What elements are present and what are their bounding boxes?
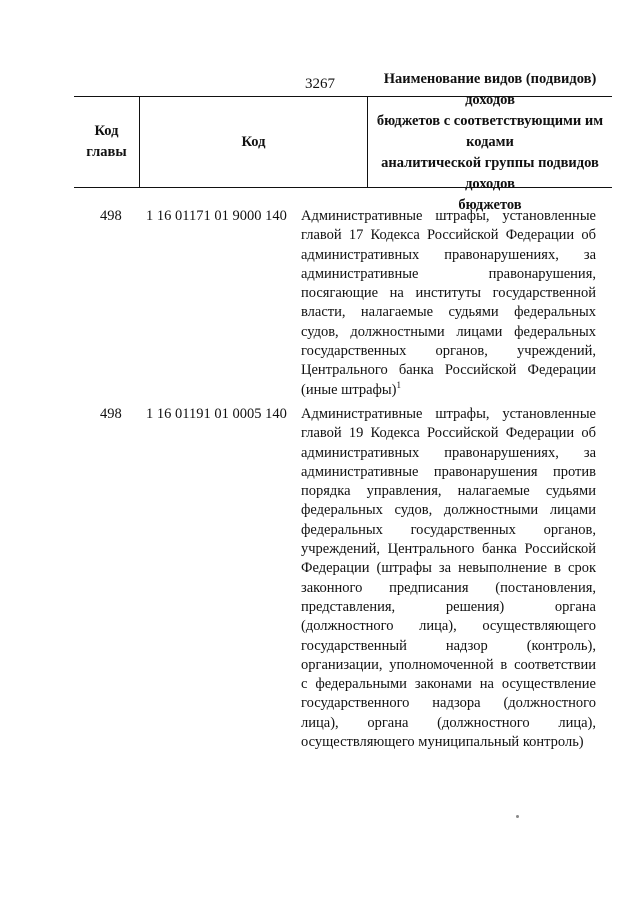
- description-line: государственных органов, учреждений,: [301, 343, 596, 360]
- header-chapter-code-line: главы: [86, 144, 127, 160]
- description-line: государственного надзора (должностного: [301, 695, 596, 712]
- description-line: административных правонарушениях, за: [301, 444, 596, 461]
- description-line: порядка управления, налагаемые судьями: [301, 483, 596, 500]
- description-line: Федерации (штрафы за невыполнение в срок: [301, 560, 596, 577]
- description-line: власти, налагаемые судьями федеральных: [301, 304, 596, 321]
- description-line: (должностного лица), осуществляющего: [301, 618, 596, 635]
- description-line: с федеральными законами на осуществление: [301, 676, 596, 693]
- description-line: осуществляющего муниципальный контроль): [301, 734, 584, 751]
- description-line: административных правонарушениях, за: [301, 246, 596, 263]
- scan-speck: [516, 815, 519, 818]
- footnote-marker: 1: [396, 379, 401, 390]
- description-line: судов, должностными лицами федеральных: [301, 323, 596, 340]
- description-line: главой 17 Кодекса Российской Федерации об: [301, 227, 596, 244]
- description-line-text: (иные штрафы): [301, 381, 397, 398]
- header-name: [368, 70, 612, 213]
- description-line: федеральных государственных органов,: [301, 521, 596, 538]
- description-line: посягающие на институты государственной: [301, 285, 596, 302]
- description-line: федеральных судов, должностными лицами: [301, 502, 596, 519]
- header-name-line: бюджетов: [458, 196, 522, 213]
- description-line: представления, решения) органа: [301, 598, 596, 615]
- description-line: организации, уполномоченной в соответствии: [301, 656, 596, 673]
- page-number: 3267: [305, 76, 335, 92]
- description-line-last: [301, 381, 596, 400]
- chapter-code: 498: [100, 406, 122, 422]
- revenue-code: 1 16 01191 01 0005 140: [146, 406, 287, 422]
- header-name-line: аналитической группы подвидов доходов: [381, 154, 599, 192]
- description-line: административные правонарушения против: [301, 463, 596, 480]
- description-line: лица), органа (должностного лица),: [301, 714, 596, 731]
- header-code: Код: [140, 97, 368, 187]
- chapter-code: 498: [100, 208, 122, 224]
- description-line: Административные штрафы, установленные: [301, 406, 596, 422]
- revenue-code: 1 16 01171 01 9000 140: [146, 208, 287, 224]
- revenue-description: [301, 405, 596, 752]
- description-line: государственный надзор (контроль),: [301, 637, 596, 654]
- header-name-line: бюджетов с соответствующими им кодами: [376, 112, 604, 150]
- header-name-line: Наименование видов (подвидов) доходов: [383, 70, 597, 108]
- description-line: Центрального банка Российской Федерации: [301, 362, 596, 379]
- header-chapter-code: [74, 97, 140, 187]
- description-line: главой 19 Кодекса Российской Федерации об: [301, 425, 596, 442]
- description-line: учреждений, Центрального банка Российской: [301, 541, 596, 558]
- description-line: законного предписания (постановления,: [301, 579, 596, 596]
- header-chapter-code-line: Код: [94, 123, 119, 139]
- description-line: административные правонарушения,: [301, 265, 596, 282]
- description-line: Административные штрафы, установленные: [301, 208, 596, 224]
- revenue-description: [301, 207, 596, 400]
